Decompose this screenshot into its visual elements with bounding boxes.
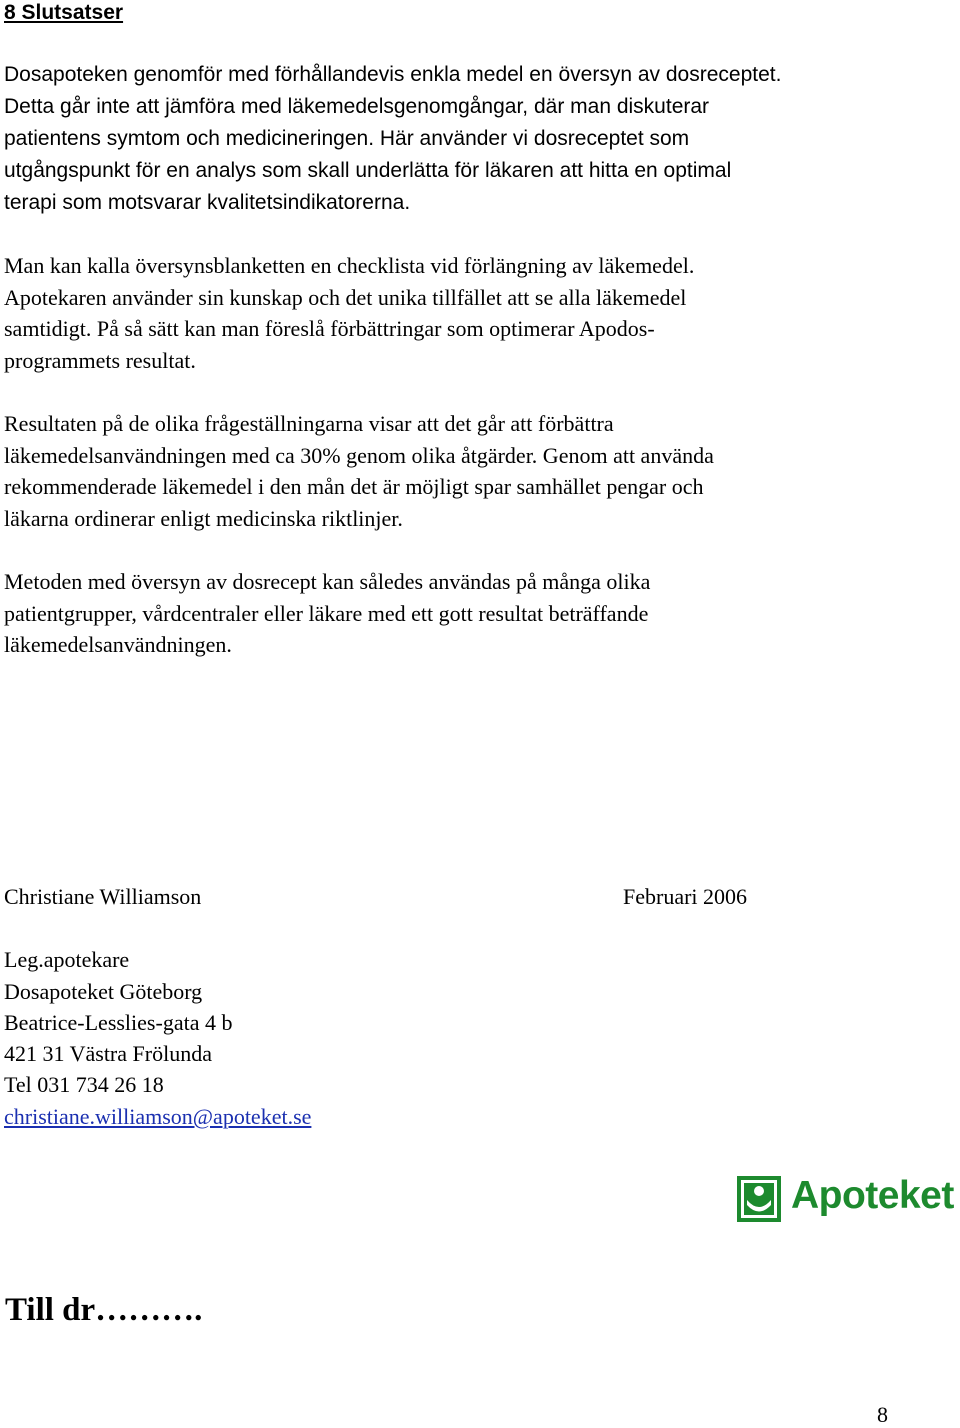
paragraph-checklist: Man kan kalla översynsblanketten en checklista vid förlängning av läkemedel. Apotekaren använder sin kunskap och det unika tillfället att se alla läkemedel samtidigt. På så sätt kan man föreslå förbättringar som optimerar Apodos- programmets resultat.	[4, 253, 695, 373]
document-date: Februari 2006	[623, 884, 748, 909]
address-street: Beatrice-Lesslies-gata 4 b	[4, 1010, 233, 1035]
address-postal: 421 31 Västra Frölunda	[4, 1041, 212, 1066]
paragraph-method: Metoden med översyn av dosrecept kan således användas på många olika patientgrupper, vårdcentraler eller läkare med ett gott resultat beträffande läkemedelsanvändningen.	[4, 569, 651, 657]
email-link[interactable]: christiane.williamson@apoteket.se	[4, 1104, 312, 1129]
apoteket-logo-icon	[737, 1176, 781, 1222]
author-organization: Dosapoteket Göteborg	[4, 979, 203, 1004]
section-heading: 8 Slutsatser	[4, 1, 124, 24]
paragraph-intro: Dosapoteken genomför med förhållandevis enkla medel en översyn av dosreceptet. Detta går inte att jämföra med läkemedelsgenomgångar, där man diskuterar patientens symtom och medicineringen. Här använder vi dosreceptet som utgångspunkt för en analys som skall underlätta för läkaren att hitta en optimal terapi som motsvarar kvalitetsindikatorerna.	[4, 63, 782, 214]
phone-number: Tel 031 734 26 18	[4, 1072, 164, 1097]
addressee-line: Till dr……….	[5, 1292, 203, 1328]
author-name: Christiane Williamson	[4, 884, 202, 909]
page-number: 8	[877, 1402, 888, 1427]
apoteket-logo	[737, 1172, 960, 1224]
logo-wordmark: Apoteket	[791, 1174, 954, 1217]
paragraph-results: Resultaten på de olika frågeställningarna visar att det går att förbättra läkemedelsanvändningen med ca 30% genom olika åtgärder. Genom att använda rekommenderade läkemedel i den mån det är möjligt spar samhället pengar och läkarna ordinerar enligt medicinska riktlinjer.	[4, 411, 714, 531]
author-title: Leg.apotekare	[4, 947, 130, 972]
